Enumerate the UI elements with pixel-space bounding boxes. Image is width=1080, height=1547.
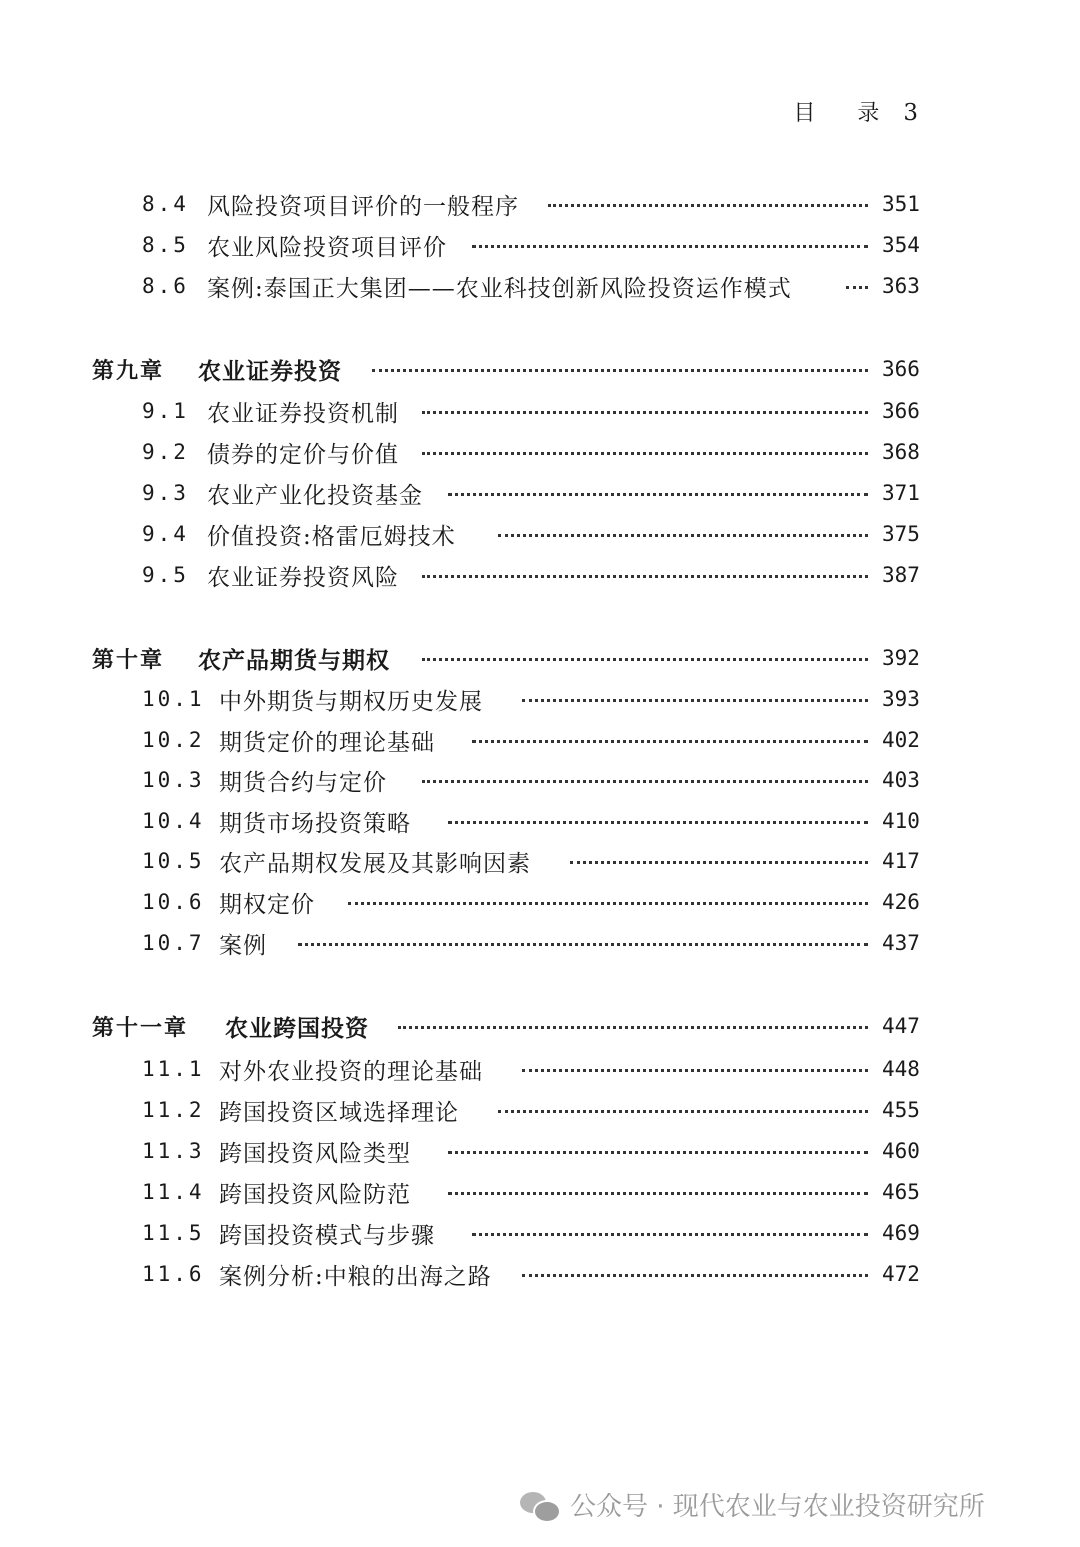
dot-leader xyxy=(448,1151,868,1154)
header-label-mu: 目 xyxy=(793,101,818,126)
section-title: 跨国投资区域选择理论 xyxy=(219,1094,471,1127)
section-title: 农业风险投资项目评价 xyxy=(207,229,459,262)
page-header xyxy=(793,96,920,127)
section-title: 跨国投资模式与步骤 xyxy=(219,1217,447,1250)
watermark xyxy=(520,1486,985,1523)
watermark-text: 公众号 · 现代农业与农业投资研究所 xyxy=(570,1492,985,1522)
chapter-number: 第十章 xyxy=(92,647,165,673)
dot-leader xyxy=(548,204,868,207)
toc-entry[interactable] xyxy=(0,1133,1080,1169)
page-number: 393 xyxy=(882,687,920,711)
header-label-lu: 录 xyxy=(857,101,882,126)
section-number: 10.5 xyxy=(142,849,205,873)
section-title: 价值投资:格雷厄姆技术 xyxy=(207,518,468,551)
section-title: 跨国投资风险防范 xyxy=(219,1176,423,1209)
section-number: 8.5 xyxy=(142,233,189,257)
section-number: 8.4 xyxy=(142,192,189,216)
page-number: 447 xyxy=(882,1014,920,1038)
toc-entry[interactable] xyxy=(0,475,1080,511)
dot-leader xyxy=(498,534,868,537)
section-title: 风险投资项目评价的一般程序 xyxy=(207,188,531,221)
toc-entry[interactable] xyxy=(0,722,1080,758)
section-title: 案例:泰国正大集团——农业科技创新风险投资运作模式 xyxy=(207,270,804,303)
section-number: 10.6 xyxy=(142,890,205,914)
page-number: 366 xyxy=(882,399,920,423)
wechat-icon xyxy=(520,1490,560,1520)
section-number: 9.2 xyxy=(142,440,189,464)
toc-entry[interactable] xyxy=(0,227,1080,263)
page-number: 437 xyxy=(882,931,920,955)
toc-entry[interactable] xyxy=(0,393,1080,429)
section-title: 期货合约与定价 xyxy=(219,764,399,797)
dot-leader xyxy=(498,1110,868,1113)
dot-leader xyxy=(348,902,868,905)
dot-leader xyxy=(448,493,868,496)
dot-leader xyxy=(472,245,868,248)
page-number: 351 xyxy=(882,192,920,216)
page-number: 448 xyxy=(882,1057,920,1081)
section-title: 农产品期权发展及其影响因素 xyxy=(219,845,543,878)
section-number: 10.2 xyxy=(142,728,205,752)
page-number: 375 xyxy=(882,522,920,546)
dot-leader xyxy=(422,658,868,661)
section-title: 债券的定价与价值 xyxy=(207,436,411,469)
toc-entry[interactable] xyxy=(0,843,1080,879)
dot-leader xyxy=(472,740,868,743)
toc-chapter[interactable] xyxy=(0,640,1080,676)
section-title: 农业证券投资机制 xyxy=(207,395,411,428)
dot-leader xyxy=(472,1233,868,1236)
section-title: 案例 xyxy=(219,927,279,960)
section-title: 期货定价的理论基础 xyxy=(219,724,447,757)
dot-leader xyxy=(522,1069,868,1072)
section-number: 11.4 xyxy=(142,1180,205,1204)
section-number: 9.5 xyxy=(142,563,189,587)
page-number: 469 xyxy=(882,1221,920,1245)
toc-entry[interactable] xyxy=(0,186,1080,222)
page-number: 368 xyxy=(882,440,920,464)
section-title: 跨国投资风险类型 xyxy=(219,1135,423,1168)
toc-entry[interactable] xyxy=(0,681,1080,717)
toc-chapter[interactable] xyxy=(0,351,1080,387)
dot-leader xyxy=(522,1274,868,1277)
page-number: 460 xyxy=(882,1139,920,1163)
chapter-number: 第十一章 xyxy=(92,1015,189,1041)
page-number: 392 xyxy=(882,646,920,670)
page-number: 371 xyxy=(882,481,920,505)
page-number: 387 xyxy=(882,563,920,587)
page-number: 472 xyxy=(882,1262,920,1286)
section-number: 9.3 xyxy=(142,481,189,505)
toc-entry[interactable] xyxy=(0,557,1080,593)
chapter-title: 农业跨国投资 xyxy=(225,1010,381,1043)
section-number: 10.1 xyxy=(142,687,205,711)
toc-entry[interactable] xyxy=(0,268,1080,304)
section-title: 案例分析:中粮的出海之路 xyxy=(219,1258,504,1291)
toc-entry[interactable] xyxy=(0,1174,1080,1210)
dot-leader xyxy=(372,369,868,372)
dot-leader xyxy=(422,452,868,455)
section-title: 对外农业投资的理论基础 xyxy=(219,1053,495,1086)
section-number: 10.3 xyxy=(142,768,205,792)
dot-leader xyxy=(298,943,868,946)
toc-entry[interactable] xyxy=(0,1215,1080,1251)
page-number: 403 xyxy=(882,768,920,792)
page-number: 455 xyxy=(882,1098,920,1122)
section-number: 11.6 xyxy=(142,1262,205,1286)
toc-entry[interactable] xyxy=(0,803,1080,839)
toc-entry[interactable] xyxy=(0,516,1080,552)
dot-leader xyxy=(570,861,868,864)
section-number: 11.2 xyxy=(142,1098,205,1122)
page-number: 465 xyxy=(882,1180,920,1204)
dot-leader xyxy=(422,575,868,578)
chapter-title: 农业证券投资 xyxy=(198,353,354,386)
section-number: 8.6 xyxy=(142,274,189,298)
page-number: 417 xyxy=(882,849,920,873)
page-number: 426 xyxy=(882,890,920,914)
header-page-number: 3 xyxy=(903,100,920,126)
dot-leader xyxy=(448,821,868,824)
dot-leader xyxy=(422,411,868,414)
toc-entry[interactable] xyxy=(0,434,1080,470)
section-title: 期货市场投资策略 xyxy=(219,805,423,838)
toc-entry[interactable] xyxy=(0,884,1080,920)
toc-entry[interactable] xyxy=(0,925,1080,961)
section-number: 10.4 xyxy=(142,809,205,833)
section-title: 期权定价 xyxy=(219,886,327,919)
page-number: 366 xyxy=(882,357,920,381)
section-number: 11.3 xyxy=(142,1139,205,1163)
dot-leader xyxy=(422,780,868,783)
dot-leader xyxy=(846,286,868,289)
section-number: 10.7 xyxy=(142,931,205,955)
dot-leader xyxy=(398,1026,868,1029)
toc-entry[interactable] xyxy=(0,1051,1080,1087)
chapter-number: 第九章 xyxy=(92,358,165,384)
toc-entry[interactable] xyxy=(0,1092,1080,1128)
section-title: 中外期货与期权历史发展 xyxy=(219,683,495,716)
dot-leader xyxy=(522,699,868,702)
page-number: 354 xyxy=(882,233,920,257)
section-number: 9.4 xyxy=(142,522,189,546)
toc-entry[interactable] xyxy=(0,1256,1080,1292)
section-title: 农业证券投资风险 xyxy=(207,559,411,592)
section-title: 农业产业化投资基金 xyxy=(207,477,435,510)
section-number: 11.1 xyxy=(142,1057,205,1081)
section-number: 9.1 xyxy=(142,399,189,423)
toc-chapter[interactable] xyxy=(0,1008,1080,1044)
chapter-title: 农产品期货与期权 xyxy=(198,642,402,675)
page-number: 410 xyxy=(882,809,920,833)
page-number: 363 xyxy=(882,274,920,298)
toc-entry[interactable] xyxy=(0,762,1080,798)
page-number: 402 xyxy=(882,728,920,752)
section-number: 11.5 xyxy=(142,1221,205,1245)
dot-leader xyxy=(448,1192,868,1195)
